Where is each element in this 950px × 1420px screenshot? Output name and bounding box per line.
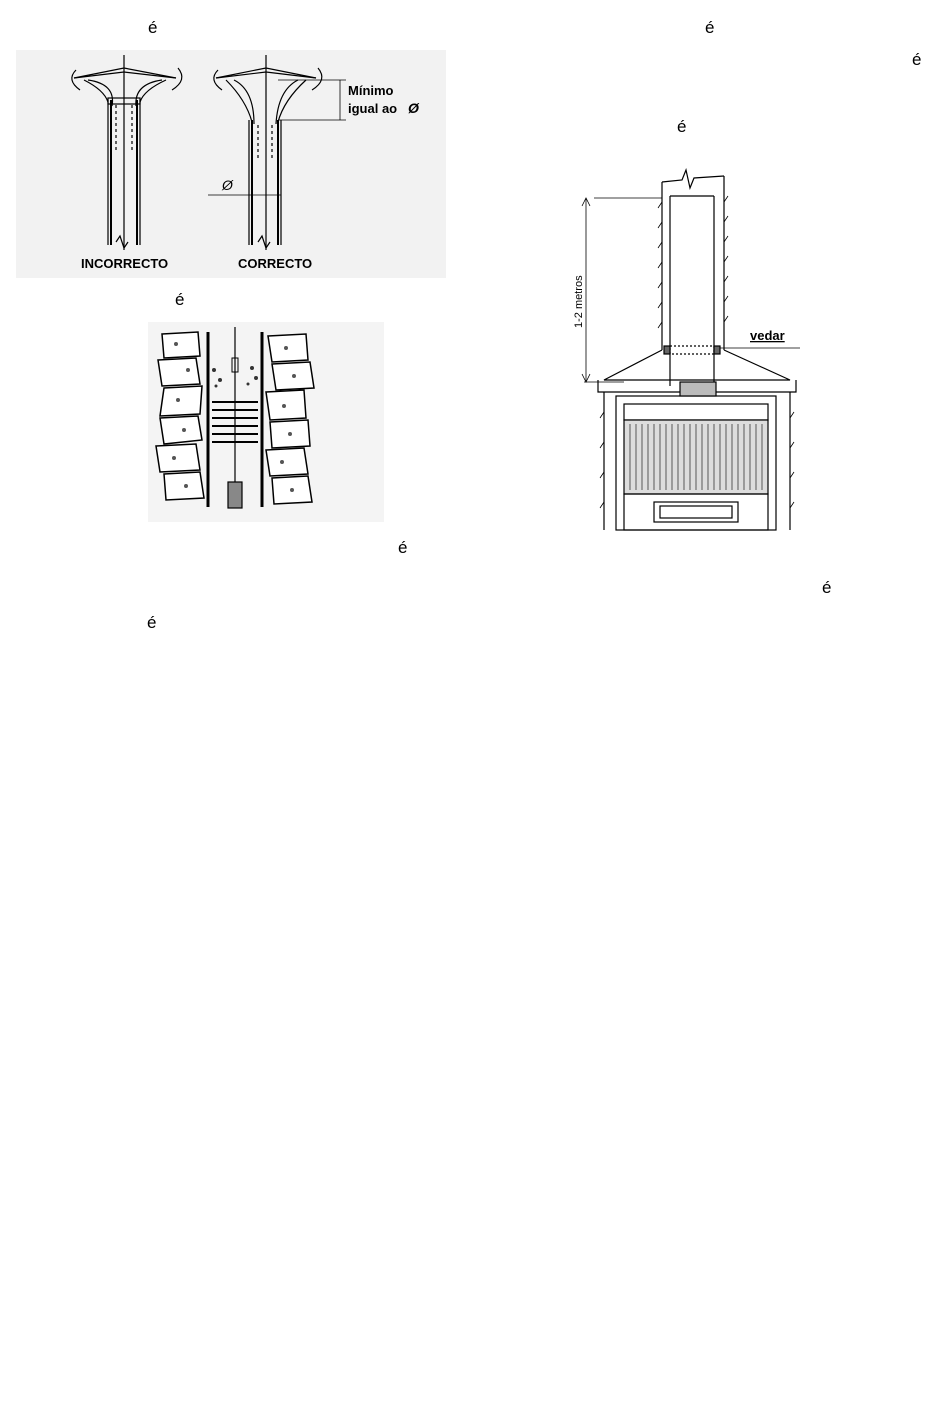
stray-char-3: é xyxy=(912,50,922,69)
stray-char-4: é xyxy=(677,117,687,136)
label-equal-to: igual ao xyxy=(348,101,398,116)
chimney-cleaning-figure xyxy=(148,322,384,522)
stray-char-1: é xyxy=(148,18,158,37)
chimney-cap-figure xyxy=(16,50,446,278)
diameter-symbol-2: Ø xyxy=(222,177,233,193)
diameter-symbol-1: Ø xyxy=(408,100,419,116)
label-correct: CORRECTO xyxy=(238,256,313,271)
stray-char-6: é xyxy=(398,538,408,557)
label-incorrect: INCORRECTO xyxy=(81,256,169,271)
seal-label: vedar xyxy=(750,328,785,343)
height-dimension-label: 1-2 metros xyxy=(573,275,585,328)
fireplace-installation-figure xyxy=(564,168,804,536)
stray-char-2: é xyxy=(705,18,715,37)
stray-char-7: é xyxy=(822,578,832,597)
label-minimum: Mínimo xyxy=(348,83,394,98)
stray-char-5: é xyxy=(175,290,185,309)
stray-char-8: é xyxy=(147,613,157,632)
